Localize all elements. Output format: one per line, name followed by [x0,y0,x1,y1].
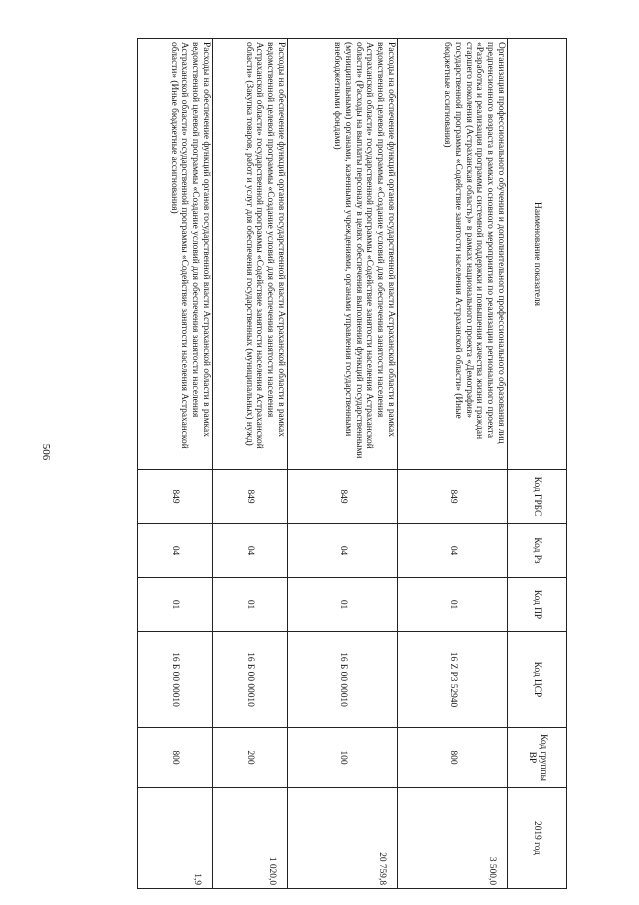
row-csr: 16 Б 00 00010 [213,632,288,728]
header-grbs: Код ГРБС [508,470,567,524]
table-row [287,39,397,889]
row-pr: 01 [397,578,507,632]
row-rz: 04 [138,524,213,578]
header-name: Наименование показателя [508,39,567,470]
header-csr: Код ЦСР [508,632,567,728]
table-row [397,39,507,889]
row-grbs: 849 [138,470,213,524]
row-year: 20 759,8 [287,788,397,889]
row-vr: 800 [397,728,507,788]
row-pr: 01 [287,578,397,632]
header-rz: Код Рз [508,524,567,578]
row-grbs: 849 [287,470,397,524]
row-year: 3 500,0 [397,788,507,889]
table-header-row [508,39,567,889]
row-grbs: 849 [397,470,507,524]
row-name: Организация профессионального обучения и дополнительного профессионального образования лиц предпенсионного возраста в рамках основного мероприятия по реализации регионального проекта «Разработка и реализация программы системной поддержки и повышения качества жизни граждан старшего поколения (Астраханская область)» в рамках национального проекта «Демография» государственной программы «Содействие занятости населения Астраханской области» (Иные бюджетные ассигнования) [397,39,507,470]
page-number: 506 [40,443,52,461]
row-pr: 01 [138,578,213,632]
row-name: Расходы на обеспечение функций органов государственной власти Астраханской области в рамках ведомственной целевой программы «Создание условий для обеспечения занятости населения Астраханской области» государственной программы «Содействие занятости населения Астраханской области» (Иные бюджетные ассигнования) [138,39,213,470]
row-year: 1,9 [138,788,213,889]
row-name: Расходы на обеспечение функций органов государственной власти Астраханской области в рамках ведомственной целевой программы «Создание условий для обеспечения занятости населения Астраханской области» государственной программы «Содействие занятости населения Астраханской области» (Расходы на выплаты персоналу в целях обеспечения выполнения функций государственными (муниципальными) органами, казенными учреждениями, органами управления государственными внебюджетными фондами) [287,39,397,470]
row-vr: 800 [138,728,213,788]
row-csr: 16 Б 00 00010 [138,632,213,728]
row-csr: 16 Z P3 52940 [397,632,507,728]
table-row [213,39,288,889]
row-rz: 04 [397,524,507,578]
row-rz: 04 [213,524,288,578]
row-vr: 100 [287,728,397,788]
rotated-page [137,38,567,888]
budget-table [137,38,567,889]
row-year: 1 020,0 [213,788,288,889]
row-rz: 04 [287,524,397,578]
row-pr: 01 [213,578,288,632]
header-pr: Код ПР [508,578,567,632]
row-name: Расходы на обеспечение функций органов государственной власти Астраханской области в рамках ведомственной целевой программы «Создание условий для обеспечения занятости населения Астраханской области» государственной программы «Содействие занятости населения Астраханской области» (Закупка товаров, работ и услуг для обеспечения государственных (муниципальных) нужд) [213,39,288,470]
row-csr: 16 Б 00 00010 [287,632,397,728]
header-year: 2019 год [508,788,567,889]
row-vr: 200 [213,728,288,788]
row-grbs: 849 [213,470,288,524]
header-vr: Код группы ВР [508,728,567,788]
table-row [138,39,213,889]
